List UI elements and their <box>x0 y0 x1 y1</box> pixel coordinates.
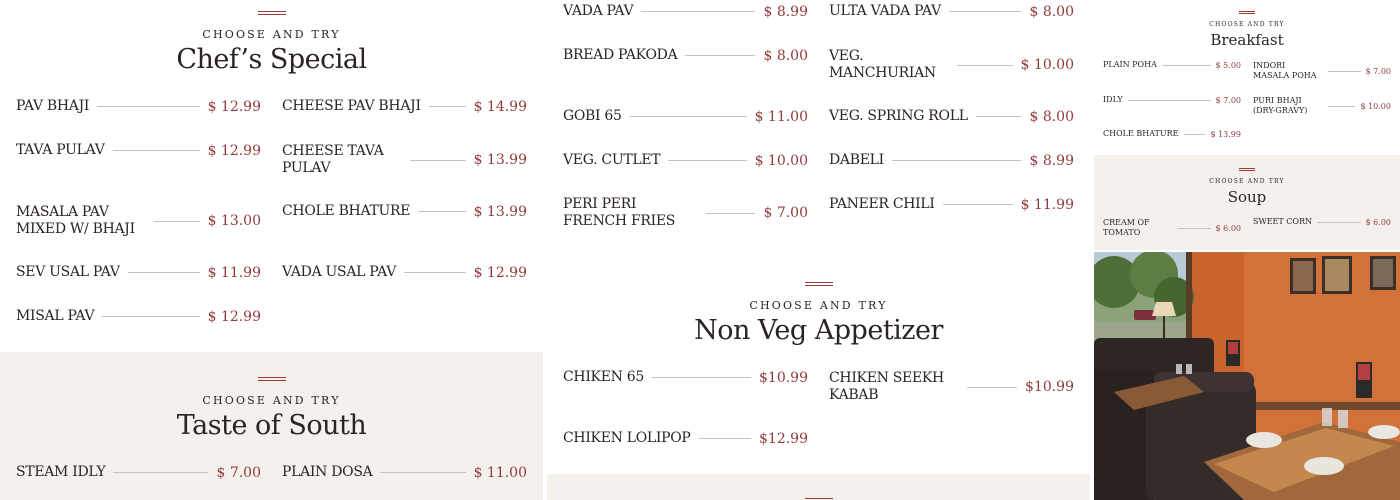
menu-column-3 <box>1094 0 1400 500</box>
item-price: $ 12.99 <box>207 98 261 115</box>
section-kicker: CHOOSE AND TRY <box>202 394 341 407</box>
menu-item <box>829 3 1074 20</box>
item-price: $12.99 <box>759 430 808 447</box>
section-title: Non Veg Appetizer <box>694 315 943 346</box>
item-name: IDLY <box>1103 95 1123 104</box>
item-name: VEG. CUTLET <box>563 152 661 168</box>
item-price: $ 10.00 <box>1360 101 1391 111</box>
dotted-leader <box>418 211 465 212</box>
dotted-leader <box>641 11 755 12</box>
item-price: $ 6.00 <box>1365 217 1391 227</box>
item-name: PANEER CHILI <box>829 196 935 212</box>
menu-item <box>829 108 1074 125</box>
menu-item <box>16 308 261 325</box>
item-price: $ 13.00 <box>207 213 261 229</box>
dotted-leader <box>699 438 751 439</box>
item-name: PAV BHAJI <box>16 98 90 114</box>
dotted-leader <box>128 272 200 273</box>
section-kicker: CHOOSE AND TRY <box>1209 21 1285 28</box>
item-price: $ 8.00 <box>1029 3 1074 20</box>
dotted-leader <box>113 472 208 473</box>
menu-item <box>16 98 261 115</box>
item-name: BREAD PAKODA <box>563 47 678 63</box>
item-price: $10.99 <box>759 369 808 386</box>
dotted-leader <box>380 472 465 473</box>
veg-appetizer-section <box>547 0 1090 472</box>
item-name: PLAIN DOSA <box>282 464 373 480</box>
dotted-leader <box>113 150 200 151</box>
item-name: SEV USAL PAV <box>16 264 120 280</box>
menu-item <box>563 430 808 447</box>
menu-column-1 <box>0 0 543 500</box>
item-price: $ 13.99 <box>1210 129 1241 139</box>
menu-item <box>1103 60 1241 70</box>
menu-item <box>563 47 808 64</box>
menu-item <box>829 370 1074 404</box>
menu-item <box>563 3 808 20</box>
dotted-leader <box>410 160 466 161</box>
item-name: MISAL PAV <box>16 308 95 324</box>
item-price: $ 8.00 <box>763 47 808 64</box>
item-price: $ 11.99 <box>207 264 261 281</box>
item-name: SWEET CORN <box>1253 217 1312 226</box>
item-name: CHIKEN LOLIPOP <box>563 430 691 446</box>
dotted-leader <box>1128 100 1211 101</box>
dotted-leader <box>949 11 1022 12</box>
item-name: CHEESE PAV BHAJI <box>282 98 421 114</box>
dotted-leader <box>1162 65 1211 66</box>
item-name: VADA PAV <box>563 3 634 19</box>
item-name: CREAM OF TOMATO <box>1103 218 1150 237</box>
item-name: PURI BHAJI (DRY-GRAVY) <box>1253 96 1308 115</box>
item-name: VEG. SPRING ROLL <box>829 108 968 124</box>
item-price: $ 7.00 <box>763 205 808 221</box>
item-price: $ 10.00 <box>1020 57 1074 73</box>
item-name: TAVA PULAV <box>16 142 105 158</box>
menu-item <box>16 204 261 238</box>
title-ornament <box>805 282 833 286</box>
menu-item <box>16 142 261 159</box>
menu-item <box>563 369 808 386</box>
menu-item <box>563 108 808 125</box>
section-kicker: CHOOSE AND TRY <box>1209 178 1285 185</box>
item-price: $ 5.00 <box>1215 60 1241 70</box>
item-price: $ 8.99 <box>763 3 808 20</box>
item-price: $ 7.00 <box>1365 66 1391 76</box>
dotted-leader <box>976 116 1022 117</box>
section-kicker: CHOOSE AND TRY <box>202 28 341 41</box>
dotted-leader <box>1328 71 1361 72</box>
menu-item <box>563 196 808 230</box>
menu-column-2 <box>547 0 1090 500</box>
item-price: $ 13.99 <box>473 203 527 220</box>
menu-item <box>829 196 1074 213</box>
section-title: Chef’s Special <box>176 44 367 75</box>
dotted-leader <box>943 204 1013 205</box>
item-price: $ 13.99 <box>473 152 527 168</box>
item-name: ULTA VADA PAV <box>829 3 941 19</box>
dotted-leader <box>1184 134 1206 135</box>
item-name: DABELI <box>829 152 884 168</box>
chefs-special-section <box>0 0 543 352</box>
item-price: $ 8.00 <box>1029 108 1074 125</box>
menu-item <box>829 48 1074 82</box>
dotted-leader <box>892 160 1022 161</box>
section-kicker: CHOOSE AND TRY <box>749 299 888 312</box>
item-price: $ 11.00 <box>473 464 527 481</box>
dotted-leader <box>1317 222 1361 223</box>
dotted-leader <box>957 65 1013 66</box>
menu-item <box>282 143 527 177</box>
title-ornament <box>1239 168 1255 171</box>
dotted-leader <box>102 316 199 317</box>
menu-item <box>1103 129 1241 139</box>
item-price: $ 7.00 <box>216 464 261 481</box>
dotted-leader <box>685 55 755 56</box>
dotted-leader <box>630 116 747 117</box>
item-price: $ 10.00 <box>754 152 808 169</box>
soup-section <box>1094 155 1400 250</box>
dotted-leader <box>429 106 466 107</box>
item-name: CHOLE BHATURE <box>1103 129 1179 138</box>
item-price: $ 8.99 <box>1029 152 1074 169</box>
item-name: CHEESE TAVA PULAV <box>282 143 384 176</box>
item-name: VADA USAL PAV <box>282 264 397 280</box>
section-title: Breakfast <box>1210 31 1284 49</box>
restaurant-interior-photo <box>1094 252 1400 500</box>
menu-item <box>1253 61 1391 81</box>
item-name: PLAIN POHA <box>1103 60 1157 69</box>
breakfast-section <box>1094 0 1400 153</box>
title-ornament <box>258 377 286 381</box>
item-name: STEAM IDLY <box>16 464 106 480</box>
item-name: INDORI MASALA POHA <box>1253 61 1317 80</box>
title-ornament <box>1239 11 1255 14</box>
item-price: $ 7.00 <box>1215 95 1241 105</box>
dotted-leader <box>967 387 1017 388</box>
dotted-leader <box>154 221 200 222</box>
item-price: $ 11.00 <box>754 108 808 125</box>
menu-item <box>16 264 261 281</box>
taste-of-south-section <box>0 352 543 500</box>
menu-item <box>282 464 527 481</box>
restaurant-interior-illustration <box>1094 252 1400 500</box>
menu-item <box>16 464 261 481</box>
item-price: $ 11.99 <box>1020 196 1074 213</box>
dotted-leader <box>97 106 199 107</box>
item-name: VEG. MANCHURIAN <box>829 48 936 81</box>
item-price: $ 12.99 <box>207 142 261 159</box>
item-price: $ 6.00 <box>1215 223 1241 233</box>
menu-item <box>1253 96 1391 116</box>
dotted-leader <box>1328 106 1355 107</box>
menu-item <box>1103 95 1241 105</box>
item-price: $ 12.99 <box>473 264 527 281</box>
title-ornament <box>258 11 286 15</box>
menu-item <box>282 264 527 281</box>
item-name: CHIKEN 65 <box>563 369 644 385</box>
dotted-leader <box>706 213 755 214</box>
item-name: CHOLE BHATURE <box>282 203 411 219</box>
item-name: GOBI 65 <box>563 108 622 124</box>
item-price: $10.99 <box>1025 379 1074 395</box>
dotted-leader <box>652 377 751 378</box>
dotted-leader <box>1178 228 1211 229</box>
next-section-band <box>547 474 1090 500</box>
item-price: $ 14.99 <box>473 98 527 115</box>
menu-item <box>1253 217 1391 227</box>
section-title: Taste of South <box>176 410 367 441</box>
menu-item <box>282 203 527 220</box>
item-name: MASALA PAV MIXED W/ BHAJI <box>16 204 135 237</box>
item-name: CHIKEN SEEKH KABAB <box>829 370 944 403</box>
item-price: $ 12.99 <box>207 308 261 325</box>
menu-item <box>1103 218 1241 238</box>
dotted-leader <box>668 160 746 161</box>
item-name: PERI PERI FRENCH FRIES <box>563 196 676 229</box>
menu-item <box>563 152 808 169</box>
dotted-leader <box>404 272 466 273</box>
section-title: Soup <box>1227 188 1267 206</box>
menu-item <box>282 98 527 115</box>
menu-item <box>829 152 1074 169</box>
